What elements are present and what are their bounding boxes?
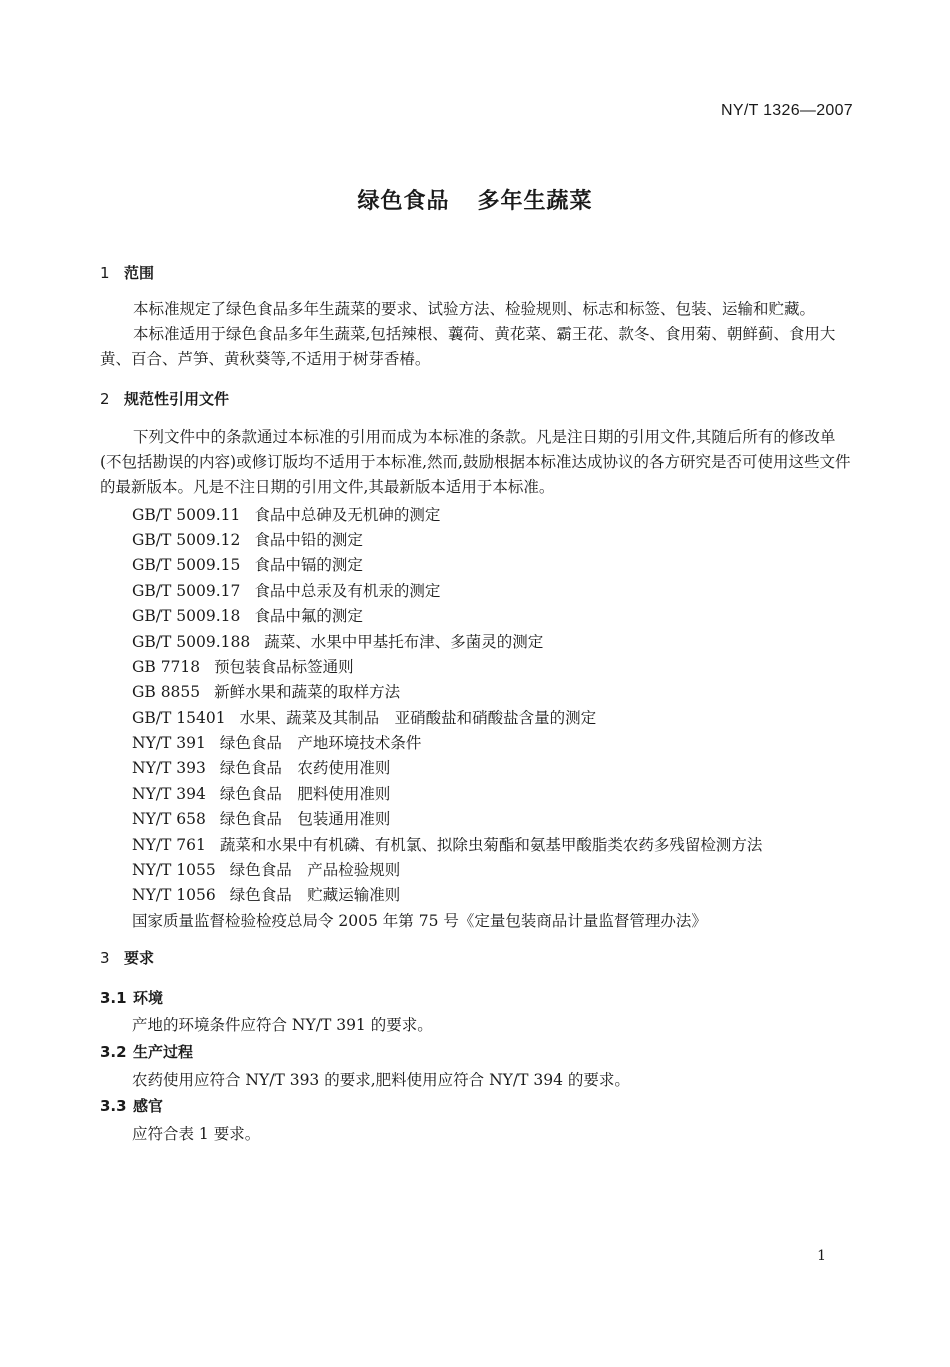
reference-item: GB 7718 预包装食品标签通则 — [132, 658, 354, 676]
reference-item: NY/T 394 绿色食品 肥料使用准则 — [132, 785, 391, 803]
subsection-number: 3.1 — [100, 989, 127, 1007]
title-part-2: 多年生蔬菜 — [477, 189, 593, 214]
paragraph-text: 本标准规定了绿色食品多年生蔬菜的要求、试验方法、检验规则、标志和标签、包装、运输和贮藏。 — [133, 300, 816, 318]
subsection-3-3-heading — [100, 1095, 163, 1116]
title-part-1: 绿色食品 — [357, 189, 450, 214]
subsection-number: 3.2 — [100, 1043, 127, 1061]
scope-paragraph-1 — [100, 297, 855, 322]
paragraph-text: 下列文件中的条款通过本标准的引用而成为本标准的条款。凡是注日期的引用文件,其随后所有的修改单(不包括勘误的内容)或修订版均不适用于本标准,然而,鼓励根据本标准达成协议的各方研究是否可使用这些文件的最新版本。凡是不注日期的引用文件,其最新版本适用于本标准。 — [100, 428, 851, 496]
scope-paragraph-2 — [100, 322, 855, 372]
reference-item: GB/T 5009.15 食品中镉的测定 — [132, 556, 363, 574]
subsection-number: 3.3 — [100, 1097, 127, 1115]
reference-item: NY/T 391 绿色食品 产地环境技术条件 — [132, 734, 422, 752]
section-2-heading — [100, 388, 229, 409]
subsection-3-1-text: 产地的环境条件应符合 NY/T 391 的要求。 — [132, 1016, 433, 1034]
subsection-title: 环境 — [133, 989, 164, 1007]
page-title — [0, 184, 950, 215]
subsection-3-2-heading — [100, 1041, 193, 1062]
subsection-3-3-text: 应符合表 1 要求。 — [132, 1125, 261, 1143]
section-title: 规范性引用文件 — [124, 390, 230, 408]
reference-item: GB/T 5009.188 蔬菜、水果中甲基托布津、多菌灵的测定 — [132, 633, 544, 651]
section-number: 3 — [100, 949, 110, 967]
reference-item-decree: 国家质量监督检验检疫总局令 2005 年第 75 号《定量包装商品计量监督管理办法》 — [132, 912, 707, 930]
subsection-3-2-text: 农药使用应符合 NY/T 393 的要求,肥料使用应符合 NY/T 394 的要求。 — [132, 1071, 630, 1089]
section-title: 要求 — [124, 949, 155, 967]
reference-item: NY/T 658 绿色食品 包装通用准则 — [132, 810, 391, 828]
reference-item: NY/T 1056 绿色食品 贮藏运输准则 — [132, 886, 401, 904]
reference-item: NY/T 1055 绿色食品 产品检验规则 — [132, 861, 401, 879]
reference-item: GB/T 5009.18 食品中氟的测定 — [132, 607, 363, 625]
section-1-heading — [100, 262, 154, 283]
reference-item: GB/T 15401 水果、蔬菜及其制品 亚硝酸盐和硝酸盐含量的测定 — [132, 709, 597, 727]
subsection-title: 感官 — [133, 1097, 164, 1115]
section-3-heading — [100, 947, 154, 968]
section-number: 2 — [100, 390, 110, 408]
section-number: 1 — [100, 264, 110, 282]
reference-item: NY/T 393 绿色食品 农药使用准则 — [132, 759, 391, 777]
reference-item: GB/T 5009.11 食品中总砷及无机砷的测定 — [132, 506, 441, 524]
references-intro — [100, 425, 855, 500]
subsection-title: 生产过程 — [133, 1043, 194, 1061]
subsection-3-1-heading — [100, 987, 163, 1008]
reference-item: GB/T 5009.17 食品中总汞及有机汞的测定 — [132, 582, 441, 600]
reference-item: GB/T 5009.12 食品中铅的测定 — [132, 531, 363, 549]
reference-item: NY/T 761 蔬菜和水果中有机磷、有机氯、拟除虫菊酯和氨基甲酸脂类农药多残留检测方法 — [132, 836, 763, 854]
page-number: 1 — [817, 1248, 826, 1264]
reference-item: GB 8855 新鲜水果和蔬菜的取样方法 — [132, 683, 401, 701]
section-title: 范围 — [124, 264, 155, 282]
document-code: NY/T 1326—2007 — [721, 102, 853, 119]
paragraph-text: 本标准适用于绿色食品多年生蔬菜,包括辣根、蘘荷、黄花菜、霸王花、款冬、食用菊、朝鲜蓟、食用大黄、百合、芦笋、黄秋葵等,不适用于树芽香椿。 — [100, 325, 836, 368]
